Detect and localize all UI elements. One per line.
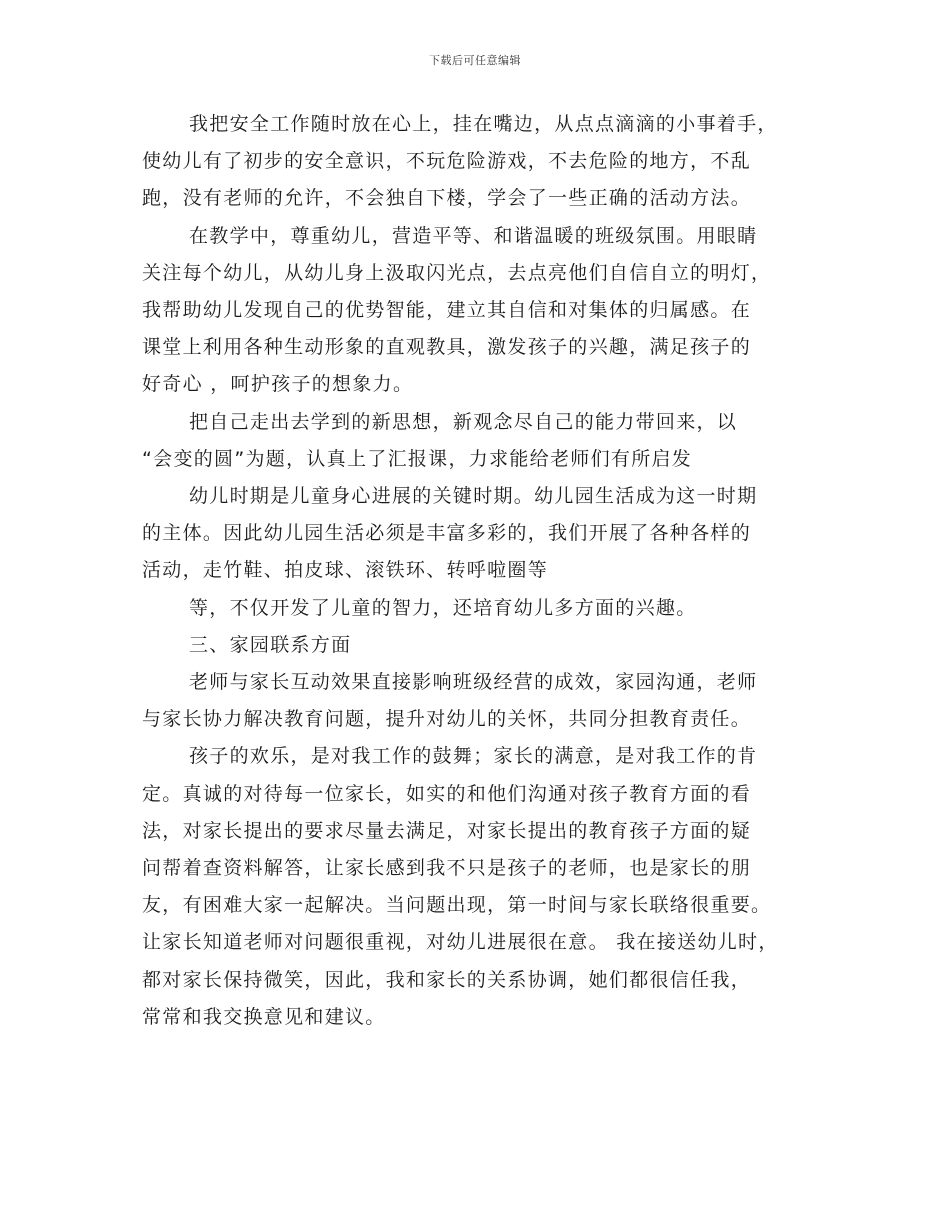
text-line: 常常和我交换意见和建议。 xyxy=(142,1005,386,1028)
text-line: 都对家长保持微笑，因此，我和家长的关系协调，她们都很信任我， xyxy=(142,968,752,991)
text-line: 把自己走出去学到的新思想，新观念尽自己的能力带回来，以 xyxy=(189,410,738,433)
text-line: 好奇心 ，呵护孩子的想象力。 xyxy=(142,373,414,396)
section-heading: 三、家园联系方面 xyxy=(189,633,352,656)
text-line: 课堂上利用各种生动形象的直观教具，激发孩子的兴趣，满足孩子的 xyxy=(142,336,752,359)
page-header: 下载后可任意编辑 xyxy=(429,54,521,67)
text-line: 定。真诚的对待每一位家长，如实的和他们沟通对孩子教育方面的看 xyxy=(142,782,752,805)
text-line: 我把安全工作随时放在心上，挂在嘴边，从点点滴滴的小事着手， xyxy=(189,113,778,135)
text-line: 法，对家长提出的要求尽量去满足，对家长提出的教育孩子方面的疑 xyxy=(142,819,752,842)
text-line: 与家长协力解决教育问题，提升对幼儿的关怀，共同分担教育责任。 xyxy=(142,708,752,731)
text-line: 等，不仅开发了儿童的智力，还培育幼儿多方面的兴趣。 xyxy=(189,596,697,619)
text-line: 在教学中，尊重幼儿，营造平等、和谐温暖的班级氛围。用眼睛 xyxy=(189,224,758,247)
text-line: 关注每个幼儿，从幼儿身上汲取闪光点，去点亮他们自信自立的明灯， xyxy=(142,261,772,284)
text-line: “会变的圆”为题，认真上了汇报课，力求能给老师们有所启发 xyxy=(142,447,693,470)
text-line: 活动，走竹鞋、拍皮球、滚铁环、转呼啦圈等 xyxy=(142,559,549,582)
text-line: 让家长知道老师对问题很重视，对幼儿进展很在意。 我在接送幼儿时， xyxy=(142,931,779,954)
text-line: 孩子的欢乐，是对我工作的鼓舞；家长的满意，是对我工作的肯 xyxy=(189,745,758,768)
text-line: 幼儿时期是儿童身心进展的关键时期。幼儿园生活成为这一时期 xyxy=(189,485,758,508)
text-line: 问帮着查资料解答，让家长感到我不只是孩子的老师，也是家长的朋 xyxy=(142,857,752,880)
text-line: 老师与家长互动效果直接影响班级经营的成效，家园沟通，老师 xyxy=(189,671,758,694)
text-line: 的主体。因此幼儿园生活必须是丰富多彩的，我们开展了各种各样的 xyxy=(142,522,752,545)
text-line: 使幼儿有了初步的安全意识，不玩危险游戏，不去危险的地方，不乱 xyxy=(142,150,752,173)
text-line: 跑，没有老师的允许，不会独自下楼，学会了一些正确的活动方法。 xyxy=(142,187,752,210)
text-line: 友，有困难大家一起解决。当问题出现，第一时间与家长联络很重要。 xyxy=(142,894,772,917)
text-line: 我帮助幼儿发现自己的优势智能，建立其自信和对集体的归属感。在 xyxy=(142,299,752,322)
document-body xyxy=(142,106,822,1036)
